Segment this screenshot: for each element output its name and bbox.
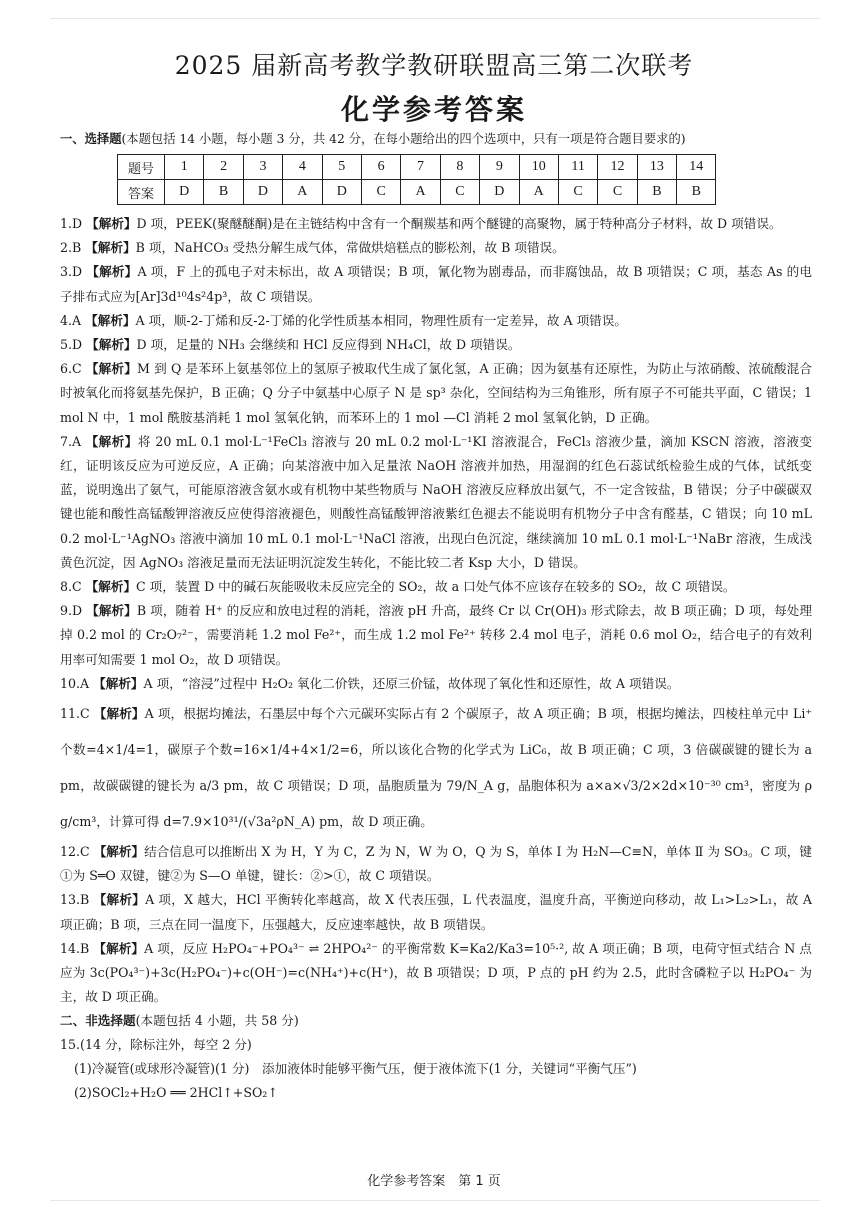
q-answer: D bbox=[322, 180, 361, 205]
section-2-desc: (本题包括 4 小题，共 58 分) bbox=[135, 1013, 299, 1029]
section-1-label: 一、选择题 bbox=[60, 131, 122, 146]
q-number: 10 bbox=[519, 155, 558, 180]
section-1-heading bbox=[60, 129, 850, 147]
explanation-item bbox=[60, 937, 812, 1010]
explanation-item bbox=[60, 840, 812, 888]
q-answer: A bbox=[283, 180, 322, 205]
top-rule bbox=[50, 18, 820, 19]
explanation-item bbox=[60, 430, 812, 575]
page-footer: 化学参考答案 第 1 页 bbox=[367, 1174, 501, 1189]
item-number: 2.B bbox=[60, 240, 82, 256]
item-tag: 【解析】 bbox=[86, 337, 137, 353]
item-number: 13.B bbox=[60, 892, 90, 908]
item-text: A 项，X 越大，HCl 平衡转化率越高，故 X 代表压强，L 代表温度，温度升高，平衡逆向移动，故 L₁>L₂>L₁，故 A 项正确；B 项，三点在同一温度下，压强越大，反应速率越快，故 B 项错误。 bbox=[60, 892, 812, 932]
q15-part-2: (2)SOCl₂+H₂O ══ 2HCl↑+SO₂↑ bbox=[74, 1085, 278, 1101]
item-tag: 【解析】 bbox=[93, 892, 146, 908]
q-number: 8 bbox=[440, 155, 479, 180]
item-text: A 项，根据均摊法，石墨层中每个六元碳环实际占有 2 个碳原子，故 A 项正确；B 项，根据均摊法，四棱柱单元中 Li⁺ 个数=4×1/4=1，碳原子个数=16×1/4+4×1/2=6，所以该化合物的化学式为 LiC₆，故 B 项正确；C 项，3 倍碳碳键的键长为 a pm，故碳碳键的键长为 a/3 pm，故 C 项错误；D 项，晶胞质量为 79/N_A g，晶胞体积为 a×a×√3/2×2d×10⁻³⁰ cm³，密度为 ρ g/cm³，计算可得 d=7.9×10³¹/(√3a²ρN_A) pm，故 D 项正确。 bbox=[60, 706, 812, 830]
q-number: 7 bbox=[401, 155, 440, 180]
explanation-item bbox=[60, 309, 812, 333]
item-number: 1.D bbox=[60, 216, 83, 231]
q-answer: C bbox=[558, 180, 597, 205]
explanation-item bbox=[60, 575, 812, 599]
explanations-list bbox=[60, 212, 812, 1105]
bottom-rule bbox=[50, 1200, 820, 1201]
section-2-label: 二、非选择题 bbox=[60, 1013, 136, 1029]
q-number: 9 bbox=[480, 155, 519, 180]
item-text: 将 20 mL 0.1 mol·L⁻¹FeCl₃ 溶液与 20 mL 0.2 mol·L⁻¹KI 溶液混合，FeCl₃ 溶液少量，滴加 KSCN 溶液，溶液变红，证明该反应为可逆反应，A 正确；向某溶液中加入足量浓 NaOH 溶液并加热，用湿润的红色石蕊试纸检验生成的气体，试纸变蓝，说明逸出了氨气，可能原溶液含氨水或有机物中某些物质与 NaOH 溶液反应释放出氨气，不一定含铵盐，B 错误；分子中碳碳双键也能和酸性高锰酸钾溶液反应使得溶液褪色，则酸性高锰酸钾溶液紫红色褪去不能说明有机物分子中含有醛基，C 错误；向 10 mL 0.2 mol·L⁻¹AgNO₃ 溶液中滴加 10 mL 0.1 mol·L⁻¹NaCl 溶液，出现白色沉淀，继续滴加 10 mL 0.1 mol·L⁻¹NaBr 溶液，生成浅黄色沉淀，因 AgNO₃ 溶液足量而无法证明沉淀发生转化，不能比较二者 Ksp 大小，D 错误。 bbox=[60, 433, 812, 570]
q-answer: C bbox=[440, 180, 479, 205]
page-subtitle: 化学参考答案 bbox=[340, 93, 527, 126]
explanation-item bbox=[60, 333, 812, 357]
item-number: 5.D bbox=[60, 337, 83, 353]
q-answer: D bbox=[480, 180, 519, 205]
q-answer: B bbox=[204, 180, 243, 205]
item-text: M 到 Q 是苯环上氨基邻位上的氢原子被取代生成了氯化氢，A 正确；因为氨基有还原性，为防止与浓硝酸、浓硫酸混合时被氧化而将氨基先保护，B 正确；Q 分子中氨基中心原子 N 是 sp³ 杂化，空间结构为三角锥形，所有原子不可能共平面，C 错误；1 mol N 中，1 mol 酰胺基消耗 1 mol 氢氧化钠，而苯环上的 1 mol —Cl 消耗 2 mol 氢氧化钠，D 正确。 bbox=[60, 361, 813, 425]
item-tag: 【解析】 bbox=[86, 264, 138, 280]
q15-heading: 15.(14 分，除标注外，每空 2 分) bbox=[60, 1037, 252, 1053]
item-number: 9.D bbox=[60, 603, 83, 619]
item-text: D 项，PEEK(聚醚醚酮)是在主链结构中含有一个酮羰基和两个醚键的高聚物，属于特种高分子材料，故 D 项错误。 bbox=[136, 216, 782, 231]
answer-table bbox=[117, 154, 716, 205]
q15-part-1: (1)冷凝管(或球形冷凝管)(1 分) 添加液体时能够平衡气压，便于液体流下(1 分，关键词“平衡气压”) bbox=[74, 1061, 637, 1077]
q-number: 6 bbox=[361, 155, 400, 180]
item-text: B 项，随着 H⁺ 的反应和放电过程的消耗，溶液 pH 升高，最终 Cr 以 Cr(OH)₃ 形式除去，故 B 项正确；D 项，每处理掉 0.2 mol 的 Cr₂O₇²⁻，需要消耗 1.2 mol Fe²⁺，而生成 1.2 mol Fe²⁺ 转移 2.4 mol 电子，消耗 0.6 mol O₂，结合电子的有效利用率可知需要 1 mol O₂，故 D 项错误。 bbox=[60, 603, 812, 667]
q-number: 14 bbox=[677, 155, 716, 180]
explanation-item bbox=[60, 888, 812, 936]
item-number: 11.C bbox=[60, 706, 90, 722]
page-title: 2025 届新高考教学教研联盟高三第二次联考 bbox=[174, 51, 694, 80]
q-answer: A bbox=[519, 180, 558, 205]
item-text: A 项，“溶浸”过程中 H₂O₂ 氧化二价铁，还原三价锰，故体现了氧化性和还原性，故 A 项错误。 bbox=[143, 675, 680, 691]
explanation-item bbox=[60, 599, 812, 672]
explanation-item bbox=[60, 672, 812, 696]
section-2-heading bbox=[60, 1009, 812, 1033]
item-tag: 【解析】 bbox=[93, 844, 145, 860]
q-number: 4 bbox=[283, 155, 322, 180]
explanation-item bbox=[60, 236, 812, 260]
section-2 bbox=[60, 1009, 812, 1105]
q-answer: B bbox=[677, 180, 716, 205]
q-number: 3 bbox=[243, 155, 282, 180]
item-text: 结合信息可以推断出 X 为 H，Y 为 C，Z 为 N，W 为 O，Q 为 S，单体 Ⅰ 为 H₂N—C≡N，单体 Ⅱ 为 SO₃。C 项，键①为 S═O 双键，键②为 S—O 单键，键长：②>①，故 C 项错误。 bbox=[60, 844, 812, 884]
section-1-desc: (本题包括 14 小题，每小题 3 分，共 42 分，在每小题给出的四个选项中，只有一项是符合题目要求的) bbox=[121, 132, 686, 146]
item-tag: 【解析】 bbox=[93, 706, 145, 722]
answer-row-label: 答案 bbox=[118, 180, 165, 205]
item-text: A 项，顺-2-丁烯和反-2-丁烯的化学性质基本相同，物理性质有一定差异，故 A 项错误。 bbox=[135, 312, 627, 328]
item-text: A 项，反应 H₂PO₄⁻+PO₄³⁻ ⇌ 2HPO₄²⁻ 的平衡常数 K=Ka2/Ka3=10⁵·², 故 A 项正确；B 项，电荷守恒式结合 N 点应为 3c(PO₄³⁻)+3c(H₂PO₄⁻)+c(OH⁻)=c(NH₄⁺)+c(H⁺)，故 B 项错误；D 项，P 点的 pH 约为 2.5，此时含磷粒子以 H₂PO₄⁻ 为主，故 D 项正确。 bbox=[60, 940, 812, 1005]
q-number: 12 bbox=[598, 155, 637, 180]
q-number: 1 bbox=[165, 155, 204, 180]
item-number: 14.B bbox=[60, 940, 90, 956]
q-answer: C bbox=[361, 180, 400, 205]
q-answer: D bbox=[165, 180, 204, 205]
q-number: 2 bbox=[204, 155, 243, 180]
q-number: 13 bbox=[637, 155, 676, 180]
item-tag: 【解析】 bbox=[93, 940, 145, 956]
item-number: 8.C bbox=[60, 579, 82, 595]
q-answer: B bbox=[637, 180, 676, 205]
q-answer: D bbox=[243, 180, 282, 205]
item-text: D 项，足量的 NH₃ 会继续和 HCl 反应得到 NH₄Cl，故 D 项错误。 bbox=[136, 337, 521, 353]
item-tag: 【解析】 bbox=[86, 216, 137, 231]
item-text: B 项，NaHCO₃ 受热分解生成气体，常做烘焙糕点的膨松剂，故 B 项错误。 bbox=[135, 240, 565, 256]
item-tag: 【解析】 bbox=[93, 675, 144, 691]
item-number: 6.C bbox=[60, 361, 82, 377]
item-text: C 项，装置 D 中的碱石灰能吸收未反应完全的 SO₂，故 a 口处气体不应该存在较多的 SO₂，故 C 项错误。 bbox=[136, 579, 736, 595]
q-answer: A bbox=[401, 180, 440, 205]
explanation-item bbox=[60, 696, 812, 840]
item-number: 7.A bbox=[60, 433, 82, 449]
item-number: 12.C bbox=[60, 844, 90, 860]
answer-table-number-row bbox=[118, 155, 716, 180]
number-row-label: 题号 bbox=[118, 155, 165, 180]
item-text: A 项，F 上的孤电子对未标出，故 A 项错误；B 项，氰化物为剧毒品，而非腐蚀品，故 B 项错误；C 项，基态 As 的电子排布式应为[Ar]3d¹⁰4s²4p³，故 C 项错误。 bbox=[60, 264, 812, 304]
explanation-item bbox=[60, 357, 812, 430]
explanation-item bbox=[60, 260, 812, 308]
item-tag: 【解析】 bbox=[85, 361, 137, 377]
item-number: 10.A bbox=[60, 675, 90, 691]
item-tag: 【解析】 bbox=[85, 240, 136, 256]
item-tag: 【解析】 bbox=[86, 603, 137, 619]
item-tag: 【解析】 bbox=[85, 579, 137, 595]
item-number: 3.D bbox=[60, 264, 83, 280]
q-answer: C bbox=[598, 180, 637, 205]
q-number: 5 bbox=[322, 155, 361, 180]
item-tag: 【解析】 bbox=[85, 433, 138, 449]
explanation-item bbox=[60, 212, 812, 236]
item-tag: 【解析】 bbox=[85, 312, 136, 328]
q-number: 11 bbox=[558, 155, 597, 180]
answer-table-answer-row bbox=[118, 180, 716, 205]
item-number: 4.A bbox=[60, 312, 82, 328]
